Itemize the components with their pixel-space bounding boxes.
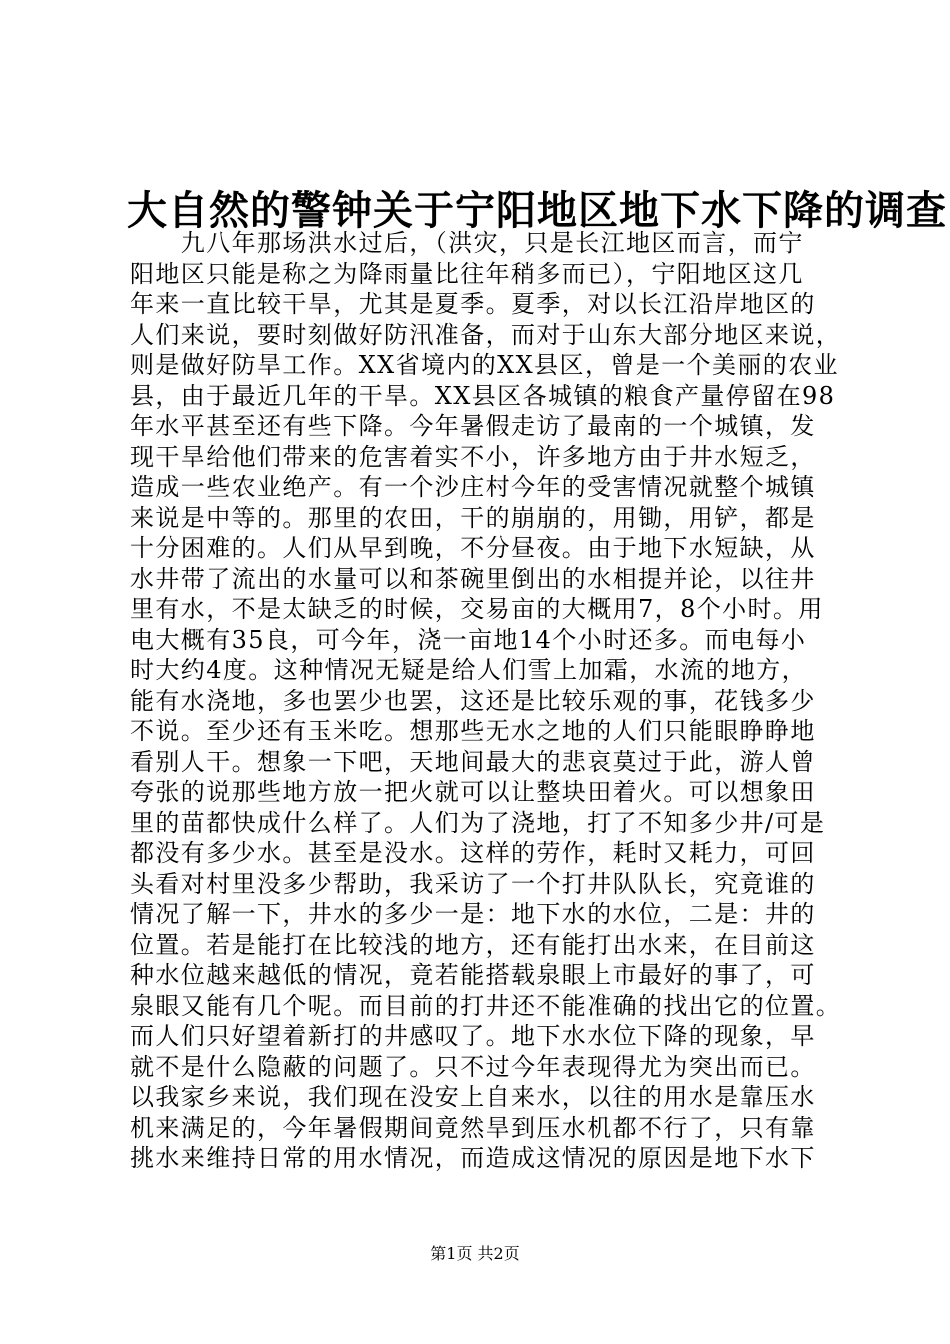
body-line: 来说是中等的。那里的农田，干的崩崩的，用锄，用铲，都是 xyxy=(130,503,816,532)
body-line: 里有水，不是太缺乏的时候，交易亩的大概用7，8个小时。用 xyxy=(130,595,824,623)
body-line: 泉眼又能有几个呢。而目前的打井还不能准确的找出它的位置。 xyxy=(130,991,842,1020)
body-line: 能有水浇地，多也罢少也罢，这还是比较乐观的事，花钱多少 xyxy=(130,686,816,715)
body-line: 造成一些农业绝产。有一个沙庄村今年的受害情况就整个城镇 xyxy=(130,473,816,501)
body-line: 夸张的说那些地方放一把火就可以让整块田着火。可以想象田 xyxy=(130,778,816,806)
body-line: 水井带了流出的水量可以和茶碗里倒出的水相提并论，以往井 xyxy=(130,564,816,593)
body-line: 阳地区只能是称之为降雨量比往年稍多而已），宁阳地区这几 xyxy=(130,259,804,288)
body-line: 看别人干。想象一下吧，天地间最大的悲哀莫过于此，游人曾 xyxy=(130,747,816,776)
body-line: 不说。至少还有玉米吃。想那些无水之地的人们只能眼睁睁地 xyxy=(130,717,816,745)
body-line: 都没有多少水。甚至是没水。这样的劳作，耗时又耗力，可回 xyxy=(130,839,816,867)
body-line: 则是做好防旱工作。XX省境内的XX县区，曾是一个美丽的农业 xyxy=(130,351,839,379)
body-line: 电大概有35良，可今年，浇一亩地14个小时还多。而电每小 xyxy=(130,625,807,654)
body-line: 时大约4度。这种情况无疑是给人们雪上加霜，水流的地方， xyxy=(130,656,808,684)
body-line: 就不是什么隐蔽的问题了。只不过今年表现得尤为突出而已。 xyxy=(130,1052,816,1081)
body-line: 头看对村里没多少帮助，我采访了一个打井队队长，究竟谁的 xyxy=(130,869,816,898)
body-line: 年来一直比较干旱，尤其是夏季。夏季，对以长江沿岸地区的 xyxy=(130,290,816,318)
body-line: 而人们只好望着新打的井感叹了。地下水水位下降的现象，早 xyxy=(130,1022,816,1050)
body-line: 人们来说，要时刻做好防汛准备，而对于山东大部分地区来说， xyxy=(130,320,842,349)
body-line: 机来满足的，今年暑假期间竟然旱到压水机都不行了，只有靠 xyxy=(130,1113,816,1142)
document-title: 大自然的警钟关于宁阳地区地下水下降的调查 xyxy=(127,188,947,234)
body-line: 现干旱给他们带来的危害着实不小，许多地方由于井水短乏， xyxy=(130,442,816,471)
body-line: 九八年那场洪水过后，（洪灾，只是长江地区而言，而宁 xyxy=(130,229,804,257)
body-line: 年水平甚至还有些下降。今年暑假走访了最南的一个城镇，发 xyxy=(130,412,816,440)
body-line: 里的苗都快成什么样了。人们为了浇地，打了不知多少井/可是 xyxy=(130,808,826,837)
body-line: 县，由于最近几年的干旱。XX县区各城镇的粮食产量停留在98 xyxy=(130,381,836,410)
page-footer: 第1页 共2页 xyxy=(430,1244,520,1263)
body-line: 种水位越来越低的情况，竟若能搭载泉眼上市最好的事了，可 xyxy=(130,961,816,989)
body-line: 以我家乡来说，我们现在没安上自来水，以往的用水是靠压水 xyxy=(130,1083,816,1111)
body-line: 挑水来维持日常的用水情况，而造成这情况的原因是地下水下 xyxy=(130,1144,816,1172)
body-line: 十分困难的。人们从早到晚，不分昼夜。由于地下水短缺，从 xyxy=(130,534,816,562)
body-line: 位置。若是能打在比较浅的地方，还有能打出水来，在目前这 xyxy=(130,930,816,959)
document-body xyxy=(130,228,850,1174)
body-line: 情况了解一下，井水的多少一是：地下水的水位，二是：井的 xyxy=(130,900,816,928)
